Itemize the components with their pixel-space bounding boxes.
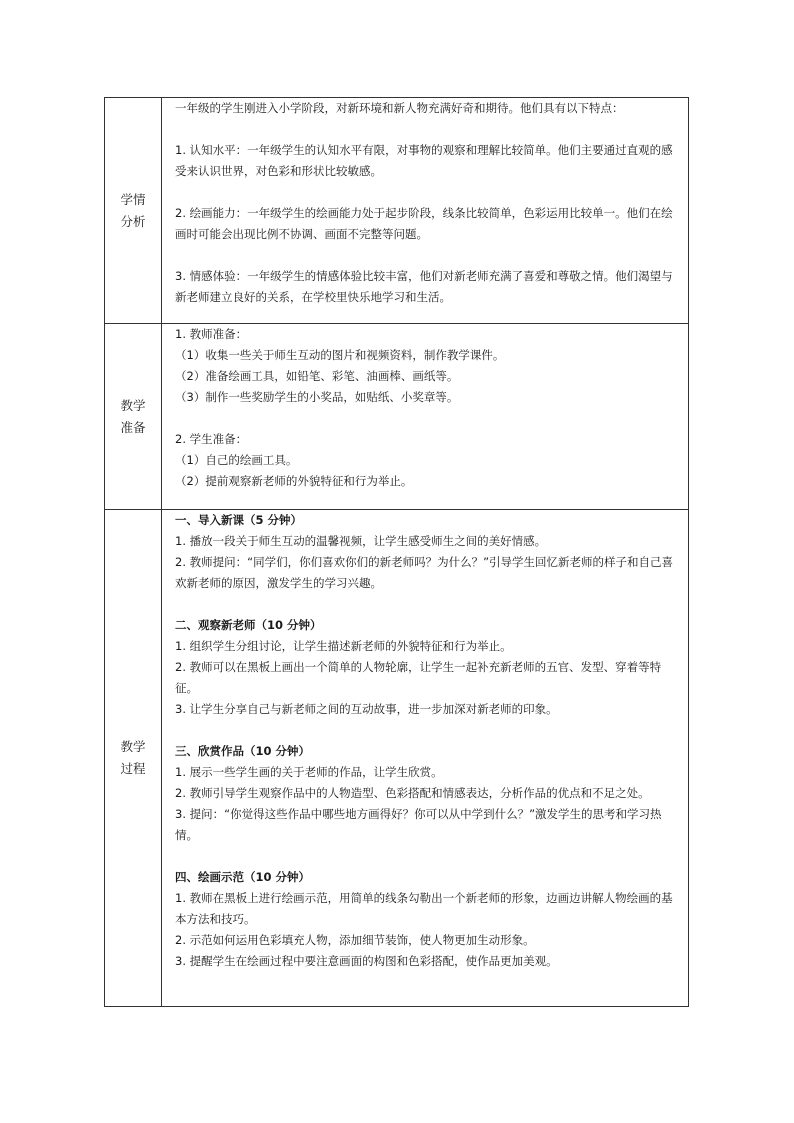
process-line: 1. 展示一些学生画的关于老师的作品，让学生欣赏。: [175, 765, 443, 779]
label-line: 学情: [120, 191, 146, 207]
analysis-intro: 一年级的学生刚进入小学阶段，对新环境和新人物充满好奇和期待。他们具有以下特点：: [175, 101, 624, 115]
analysis-point-cognition: 1. 认知水平：一年级学生的认知水平有限，对事物的观察和理解比较简单。他们主要通过直观的感受来认识世界，对色彩和形状比较敏感。: [175, 143, 673, 178]
teacher-prep-item: （2）准备绘画工具，如铅笔、彩笔、油画棒、画纸等。: [175, 369, 459, 383]
process-line: 1. 教师在黑板上进行绘画示范，用简单的线条勾勒出一个新老师的形象，边画边讲解人物绘画的基本方法和技巧。: [175, 891, 673, 926]
row-teaching-process: [105, 510, 689, 1007]
process-line: 2. 教师提问：“同学们，你们喜欢你们的新老师吗？为什么？”引导学生回忆新老师的样子和自己喜欢新老师的原因，激发学生的学习兴趣。: [175, 555, 674, 590]
teacher-prep-item: （3）制作一些奖励学生的小奖品，如贴纸、小奖章等。: [175, 390, 459, 404]
label-line: 过程: [120, 761, 146, 776]
analysis-point-emotion: 3. 情感体验：一年级学生的情感体验比较丰富，他们对新老师充满了喜爱和尊敬之情。他们渴望与新老师建立良好的关系，在学校里快乐地学习和生活。: [175, 269, 673, 304]
analysis-point-drawing: 2. 绘画能力：一年级学生的绘画能力处于起步阶段，线条比较简单，色彩运用比较单一。他们在绘画时可能会出现比例不协调、画面不完整等问题。: [175, 206, 673, 241]
lesson-plan-table: [104, 97, 689, 1007]
process-heading: 一、导入新课（5 分钟）: [175, 513, 303, 527]
label-line: 准备: [120, 419, 146, 435]
teacher-prep-title: 1. 教师准备：: [175, 327, 248, 341]
content-teaching-preparation: [162, 324, 689, 510]
process-line: 3. 提醒学生在绘画过程中要注意画面的构图和色彩搭配，使作品更加美观。: [175, 954, 558, 968]
student-prep-item: （1）自己的绘画工具。: [175, 453, 298, 467]
row-student-analysis: [105, 98, 689, 324]
process-line: 3. 让学生分享自己与新老师之间的互动故事，进一步加深对新老师的印象。: [175, 702, 558, 716]
label-teaching-preparation: [105, 324, 162, 510]
process-line: 3. 提问：“你觉得这些作品中哪些地方画得好？你可以从中学到什么？”激发学生的思考和学习热情。: [175, 807, 662, 842]
process-line: 2. 示范如何运用色彩填充人物，添加细节装饰，使人物更加生动形象。: [175, 933, 535, 947]
process-line: 2. 教师引导学生观察作品中的人物造型、色彩搭配和情感表达，分析作品的优点和不足之处。: [175, 786, 650, 800]
process-heading: 三、欣赏作品（10 分钟）: [175, 744, 311, 758]
student-prep-item: （2）提前观察新老师的外貌特征和行为举止。: [175, 474, 413, 488]
label-line: 教学: [120, 739, 146, 754]
teacher-prep-item: （1）收集一些关于师生互动的图片和视频资料，制作教学课件。: [175, 348, 505, 362]
process-heading: 四、绘画示范（10 分钟）: [175, 870, 311, 884]
label-line: 分析: [120, 213, 146, 229]
label-student-analysis: [105, 98, 162, 324]
process-heading: 二、观察新老师（10 分钟）: [175, 618, 322, 632]
process-line: 1. 组织学生分组讨论，让学生描述新老师的外貌特征和行为举止。: [175, 639, 512, 653]
content-student-analysis: [162, 98, 689, 324]
process-line: 2. 教师可以在黑板上画出一个简单的人物轮廓，让学生一起补充新老师的五官、发型、穿着等特征。: [175, 660, 662, 695]
process-line: 1. 播放一段关于师生互动的温馨视频，让学生感受师生之间的美好情感。: [175, 534, 547, 548]
label-line: 教学: [120, 397, 146, 413]
row-teaching-preparation: [105, 324, 689, 510]
label-teaching-process: [105, 510, 162, 1007]
student-prep-title: 2. 学生准备：: [175, 432, 248, 446]
content-teaching-process: [162, 510, 689, 1007]
